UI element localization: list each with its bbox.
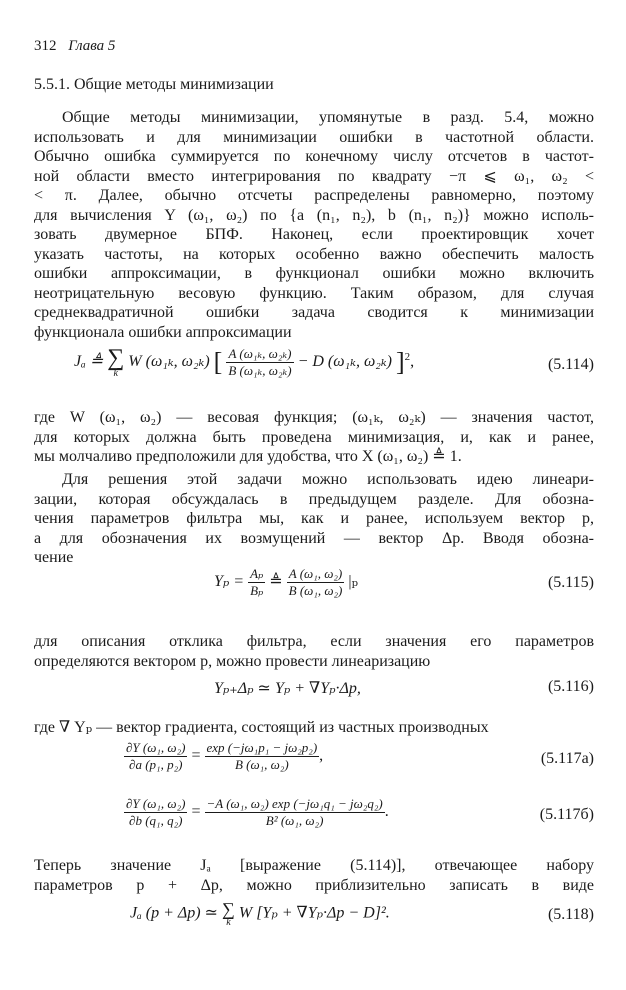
eq-fraction	[124, 740, 187, 773]
eq-tail: − D (ω₁ₖ, ω₂ₖ)	[297, 353, 392, 371]
paragraph-weight	[34, 408, 594, 467]
denominator: B (ω₁ₖ, ω₂ₖ)	[228, 363, 292, 378]
text-line: функционала ошибки аппроксимации	[34, 323, 292, 341]
text-line: ной области вместо интегрирования по квадрату −π ⩽ ω₁, ω₂ <	[34, 167, 594, 185]
equation-number: (5.115)	[547, 574, 594, 591]
text-line: зовать двумерное БПФ. Наконец, если проектировщик хочет	[34, 226, 594, 243]
paragraph-approx	[34, 856, 594, 895]
text-line: для которых должна быть проведена минимизация, и, как и ранее,	[34, 428, 594, 446]
text-line: зации, которая обсуждалась в предыдущем разделе. Для обозна-	[34, 490, 594, 508]
section-title: 5.5.1. Общие методы минимизации	[34, 76, 274, 93]
text-line: Для решения этой задачи можно использовать идею линеари-	[62, 471, 594, 488]
equation-5-118	[34, 900, 594, 940]
numerator: Aₚ	[250, 566, 264, 581]
text-line: использовать и для минимизации ошибки в частотной области.	[34, 128, 594, 146]
text-line: параметров p + Δp, можно приблизительно записать в виде	[34, 876, 594, 894]
numerator: −A (ω₁, ω₂) exp (−jω₁q₁ − jω₂q₂)	[206, 796, 383, 811]
paragraph-response	[34, 632, 594, 671]
paragraph-gradient	[34, 718, 594, 738]
sum-symbol: ∑ k	[107, 344, 125, 379]
eq-lhs: Jₐ (p + Δp) ≃	[130, 904, 219, 922]
equation-5-117a: $\frac{\text{∂Y (ω₁, ω₂)}}{\text{∂a (p₁, p₂)}}$ = $\frac{\text{exp (−jω₁p₁ − jω₂p₂)}}{\text{B (ω₁, ω₂)}}$ , (5.117а)	[126, 740, 594, 772]
eq-fraction	[248, 566, 265, 599]
eq-fraction	[287, 566, 345, 599]
text-line: среднеквадратичной ошибки задача сводится к минимизации	[34, 304, 594, 321]
sum-symbol: ∑ k	[222, 899, 235, 928]
denominator: B² (ω₁, ω₂)	[265, 813, 324, 828]
running-header	[34, 38, 115, 55]
numerator: A (ω₁ₖ, ω₂ₖ)	[226, 346, 293, 363]
text-line: неотрицательную весовую функцию. Таким образом, для случая	[34, 284, 594, 302]
equation-number: (5.117б)	[539, 806, 594, 823]
eq-fraction	[205, 740, 320, 773]
text-line: Общие методы минимизации, упомянутые в разд. 5.4, можно	[62, 109, 594, 126]
text-line: Теперь значение Jₐ [выражение (5.114)], отвечающее набору	[34, 857, 594, 874]
denominator: B (ω₁, ω₂)	[288, 583, 343, 598]
eq-power: 2	[404, 350, 411, 363]
eq-fraction	[226, 346, 293, 379]
equation-5-116	[34, 676, 594, 716]
eq-fraction	[124, 796, 187, 829]
page-number: 312	[34, 38, 57, 54]
eq-rhs: W [Yₚ + ∇Yₚ·Δp − D]².	[238, 904, 390, 922]
equation-number: (5.116)	[547, 678, 594, 695]
eq-eval-bar: |ₚ	[348, 573, 358, 591]
denominator: B (ω₁, ω₂)	[234, 757, 289, 772]
eq-lhs: Jₐ ≜	[74, 353, 104, 371]
chapter-title: Глава 5	[68, 38, 116, 54]
text-line: определяются вектором p, можно провести линеаризацию	[34, 652, 431, 670]
text-line: где ∇ Yₚ — вектор градиента, состоящий из частных производных	[34, 719, 489, 736]
equation-5-114: Jₐ ≜ ∑ k W (ω₁ₖ, ω₂ₖ) [ $\frac{\text{A (ω₁ₖ, ω₂ₖ)}}{\text{B (ω₁ₖ, ω₂ₖ)}}$ − D (ω₁ₖ, ω₂ₖ) ]$^2$, (5.114)	[74, 344, 594, 379]
sum-index: k	[113, 367, 118, 379]
denominator: ∂b (q₁, q₂)	[129, 813, 183, 828]
numerator: exp (−jω₁p₁ − jω₂p₂)	[206, 740, 318, 755]
text-line: а для обозначения их возмущений — вектор Δp. Вводя обозна-	[34, 529, 594, 547]
text-line: для описания отклика фильтра, если значения его параметров	[34, 633, 594, 650]
denominator: Bₚ	[250, 583, 264, 598]
text-line: чения параметров фильтра мы, как и ранее, используем вектор p,	[34, 510, 594, 527]
numerator: A (ω₁, ω₂)	[287, 566, 345, 583]
paragraph-intro	[34, 108, 594, 342]
eq-lhs: Yₚ =	[214, 573, 245, 591]
equation-number: (5.117а)	[540, 750, 594, 767]
denominator: ∂a (p₁, p₂)	[129, 757, 183, 772]
text-line: указать частоты, на которых особенно важно обеспечить малость	[34, 245, 594, 263]
text-line: где W (ω₁, ω₂) — весовая функция; (ω₁ₖ, ω₂ₖ) — значения частот,	[34, 409, 594, 426]
eq-fraction	[205, 796, 385, 829]
numerator: ∂Y (ω₁, ω₂)	[126, 740, 186, 755]
equation-5-115	[34, 566, 594, 606]
text-line: чение	[34, 549, 74, 566]
paragraph-linearization	[34, 470, 594, 568]
text-line: для вычисления Y (ω₁, ω₂) по {a (n₁, n₂), b (n₁, n₂)} можно исполь-	[34, 206, 594, 224]
eq-weight: W (ω₁ₖ, ω₂ₖ)	[128, 353, 210, 371]
equation-5-117b: $\frac{\text{∂Y (ω₁, ω₂)}}{\text{∂b (q₁, q₂)}}$ = $\frac{\text{−A (ω₁, ω₂) exp (−jω₁q₁ − jω₂q₂)}}{\text{B² (ω₁, ω₂)}}$ . (5.117б)	[126, 796, 594, 828]
text-line: ошибки аппроксимации, в функционал ошибки можно включить	[34, 265, 594, 282]
sum-index: k	[226, 917, 231, 928]
eq-body: Yₚ₊Δₚ ≃ Yₚ + ∇Yₚ·Δp,	[214, 680, 361, 697]
text-line: мы молчаливо предположили для удобства, что X (ω₁, ω₂) ≜ 1.	[34, 448, 462, 465]
text-line: < π. Далее, обычно отсчеты распределены равномерно, поэтому	[34, 187, 594, 204]
numerator: ∂Y (ω₁, ω₂)	[126, 796, 186, 811]
text-line: Обычно ошибка суммируется по конечному числу отсчетов в частот-	[34, 148, 594, 165]
equation-number: (5.118)	[547, 906, 594, 923]
eq-defeq: ≜	[269, 573, 283, 591]
equation-number: (5.114)	[547, 356, 594, 373]
